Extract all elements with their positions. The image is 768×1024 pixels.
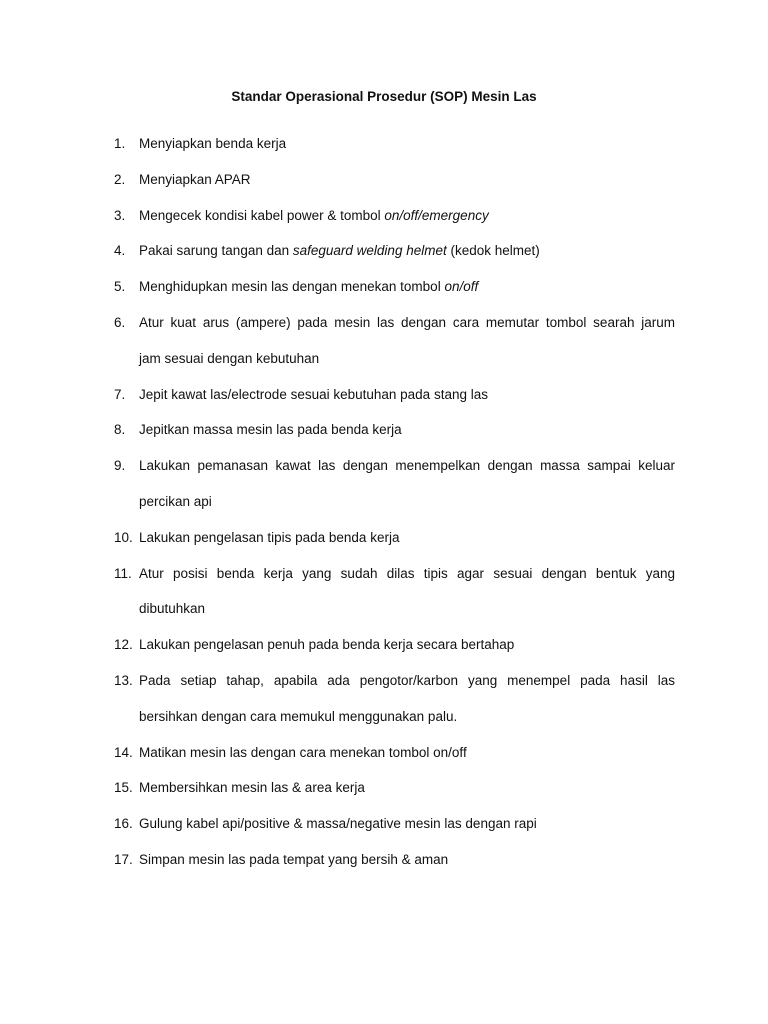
sop-step-text bbox=[139, 421, 675, 439]
sop-step-text bbox=[139, 779, 675, 797]
italic-term: safeguard welding helmet bbox=[292, 243, 447, 259]
sop-step-text bbox=[139, 457, 675, 511]
text-run: (kedok helmet) bbox=[446, 243, 540, 259]
sop-step-text bbox=[139, 278, 675, 296]
text-run: Menghidupkan mesin las dengan menekan tombol bbox=[139, 279, 445, 295]
sop-step-text bbox=[139, 744, 675, 762]
text-run: Mengecek kondisi kabel power & tombol bbox=[139, 207, 385, 223]
sop-step-line bbox=[139, 421, 675, 439]
text-run: Jepitkan massa mesin las pada benda kerja bbox=[139, 422, 402, 438]
sop-step-text bbox=[139, 314, 675, 368]
sop-step-number: 8. bbox=[114, 422, 126, 438]
text-run: Membersihkan mesin las & area kerja bbox=[139, 780, 365, 796]
text-run: bersihkan dengan cara memukul menggunakan palu. bbox=[139, 708, 458, 724]
text-run: Menyiapkan benda kerja bbox=[139, 136, 287, 151]
sop-step-number: 4. bbox=[114, 243, 126, 259]
sop-step-line bbox=[139, 314, 675, 332]
sop-step-line bbox=[139, 708, 675, 726]
text-run: Atur kuat arus (ampere) pada mesin las dengan cara memutar tombol searah jarum bbox=[139, 315, 675, 330]
sop-step-number: 10. bbox=[114, 529, 133, 545]
italic-term: on/off/emergency bbox=[384, 207, 489, 223]
sop-step-text bbox=[139, 815, 675, 833]
sop-step-text bbox=[139, 171, 675, 189]
sop-step-number: 13. bbox=[114, 673, 133, 688]
sop-step-number: 9. bbox=[114, 458, 126, 474]
sop-step-text bbox=[139, 386, 675, 404]
text-run: Jepit kawat las/electrode sesuai kebutuhan pada stang las bbox=[139, 386, 488, 402]
sop-step-text bbox=[139, 242, 675, 260]
text-run: Simpan mesin las pada tempat yang bersih & aman bbox=[139, 852, 449, 867]
sop-step-text bbox=[139, 565, 675, 619]
sop-step-line bbox=[139, 815, 675, 833]
sop-step-number: 16. bbox=[114, 816, 133, 832]
sop-step-line bbox=[139, 744, 675, 762]
sop-step-text bbox=[139, 135, 675, 153]
text-run: Atur posisi benda kerja yang sudah dilas tipis agar sesuai dengan bentuk yang bbox=[139, 565, 675, 581]
document-title: Standar Operasional Prosedur (SOP) Mesin Las bbox=[231, 89, 537, 104]
text-run: Pakai sarung tangan dan bbox=[139, 243, 293, 259]
sop-step-line bbox=[139, 350, 675, 368]
text-run: Lakukan pengelasan penuh pada benda kerja secara bertahap bbox=[139, 637, 515, 653]
sop-step-line bbox=[139, 171, 675, 189]
sop-step-number: 7. bbox=[114, 386, 126, 402]
sop-step-line bbox=[139, 457, 675, 475]
sop-step-number: 3. bbox=[114, 207, 126, 223]
sop-step-number: 12. bbox=[114, 637, 133, 653]
text-run: Matikan mesin las dengan cara menekan tombol on/off bbox=[139, 744, 467, 760]
sop-step-line bbox=[139, 242, 675, 260]
text-run: dibutuhkan bbox=[139, 601, 206, 617]
text-run: Pada setiap tahap, apabila ada pengotor/karbon yang menempel pada hasil las bbox=[139, 673, 675, 688]
sop-step-line bbox=[139, 493, 675, 511]
sop-step-number: 15. bbox=[114, 780, 133, 796]
sop-step-text bbox=[139, 672, 675, 726]
text-run: Gulung kabel api/positive & massa/negative mesin las dengan rapi bbox=[139, 816, 537, 832]
sop-step-line bbox=[139, 565, 675, 583]
sop-step-text bbox=[139, 851, 675, 869]
text-run: Lakukan pengelasan tipis pada benda kerja bbox=[139, 529, 400, 545]
text-run: Menyiapkan APAR bbox=[139, 171, 251, 187]
sop-step-line bbox=[139, 135, 675, 153]
text-run: percikan api bbox=[139, 493, 212, 509]
sop-step-number: 14. bbox=[114, 744, 133, 760]
sop-step-line bbox=[139, 672, 675, 690]
sop-step-number: 2. bbox=[114, 171, 126, 187]
sop-step-line bbox=[139, 779, 675, 797]
text-run: Lakukan pemanasan kawat las dengan menempelkan dengan massa sampai keluar bbox=[139, 458, 675, 474]
sop-step-line bbox=[139, 386, 675, 404]
sop-step-text bbox=[139, 207, 675, 225]
sop-step-number: 5. bbox=[114, 279, 126, 295]
text-run: jam sesuai dengan kebutuhan bbox=[139, 350, 320, 366]
sop-step-text bbox=[139, 529, 675, 547]
sop-step-line bbox=[139, 636, 675, 654]
sop-step-number: 1. bbox=[114, 136, 126, 151]
sop-step-number: 6. bbox=[114, 315, 126, 330]
sop-step-text bbox=[139, 636, 675, 654]
italic-term: on/off bbox=[444, 279, 479, 295]
sop-step-line bbox=[139, 851, 675, 869]
sop-step-line bbox=[139, 529, 675, 547]
sop-step-line bbox=[139, 207, 675, 225]
sop-step-number: 17. bbox=[114, 852, 133, 867]
sop-step-line bbox=[139, 278, 675, 296]
sop-step-line bbox=[139, 600, 675, 618]
sop-step-number: 11. bbox=[114, 565, 132, 581]
